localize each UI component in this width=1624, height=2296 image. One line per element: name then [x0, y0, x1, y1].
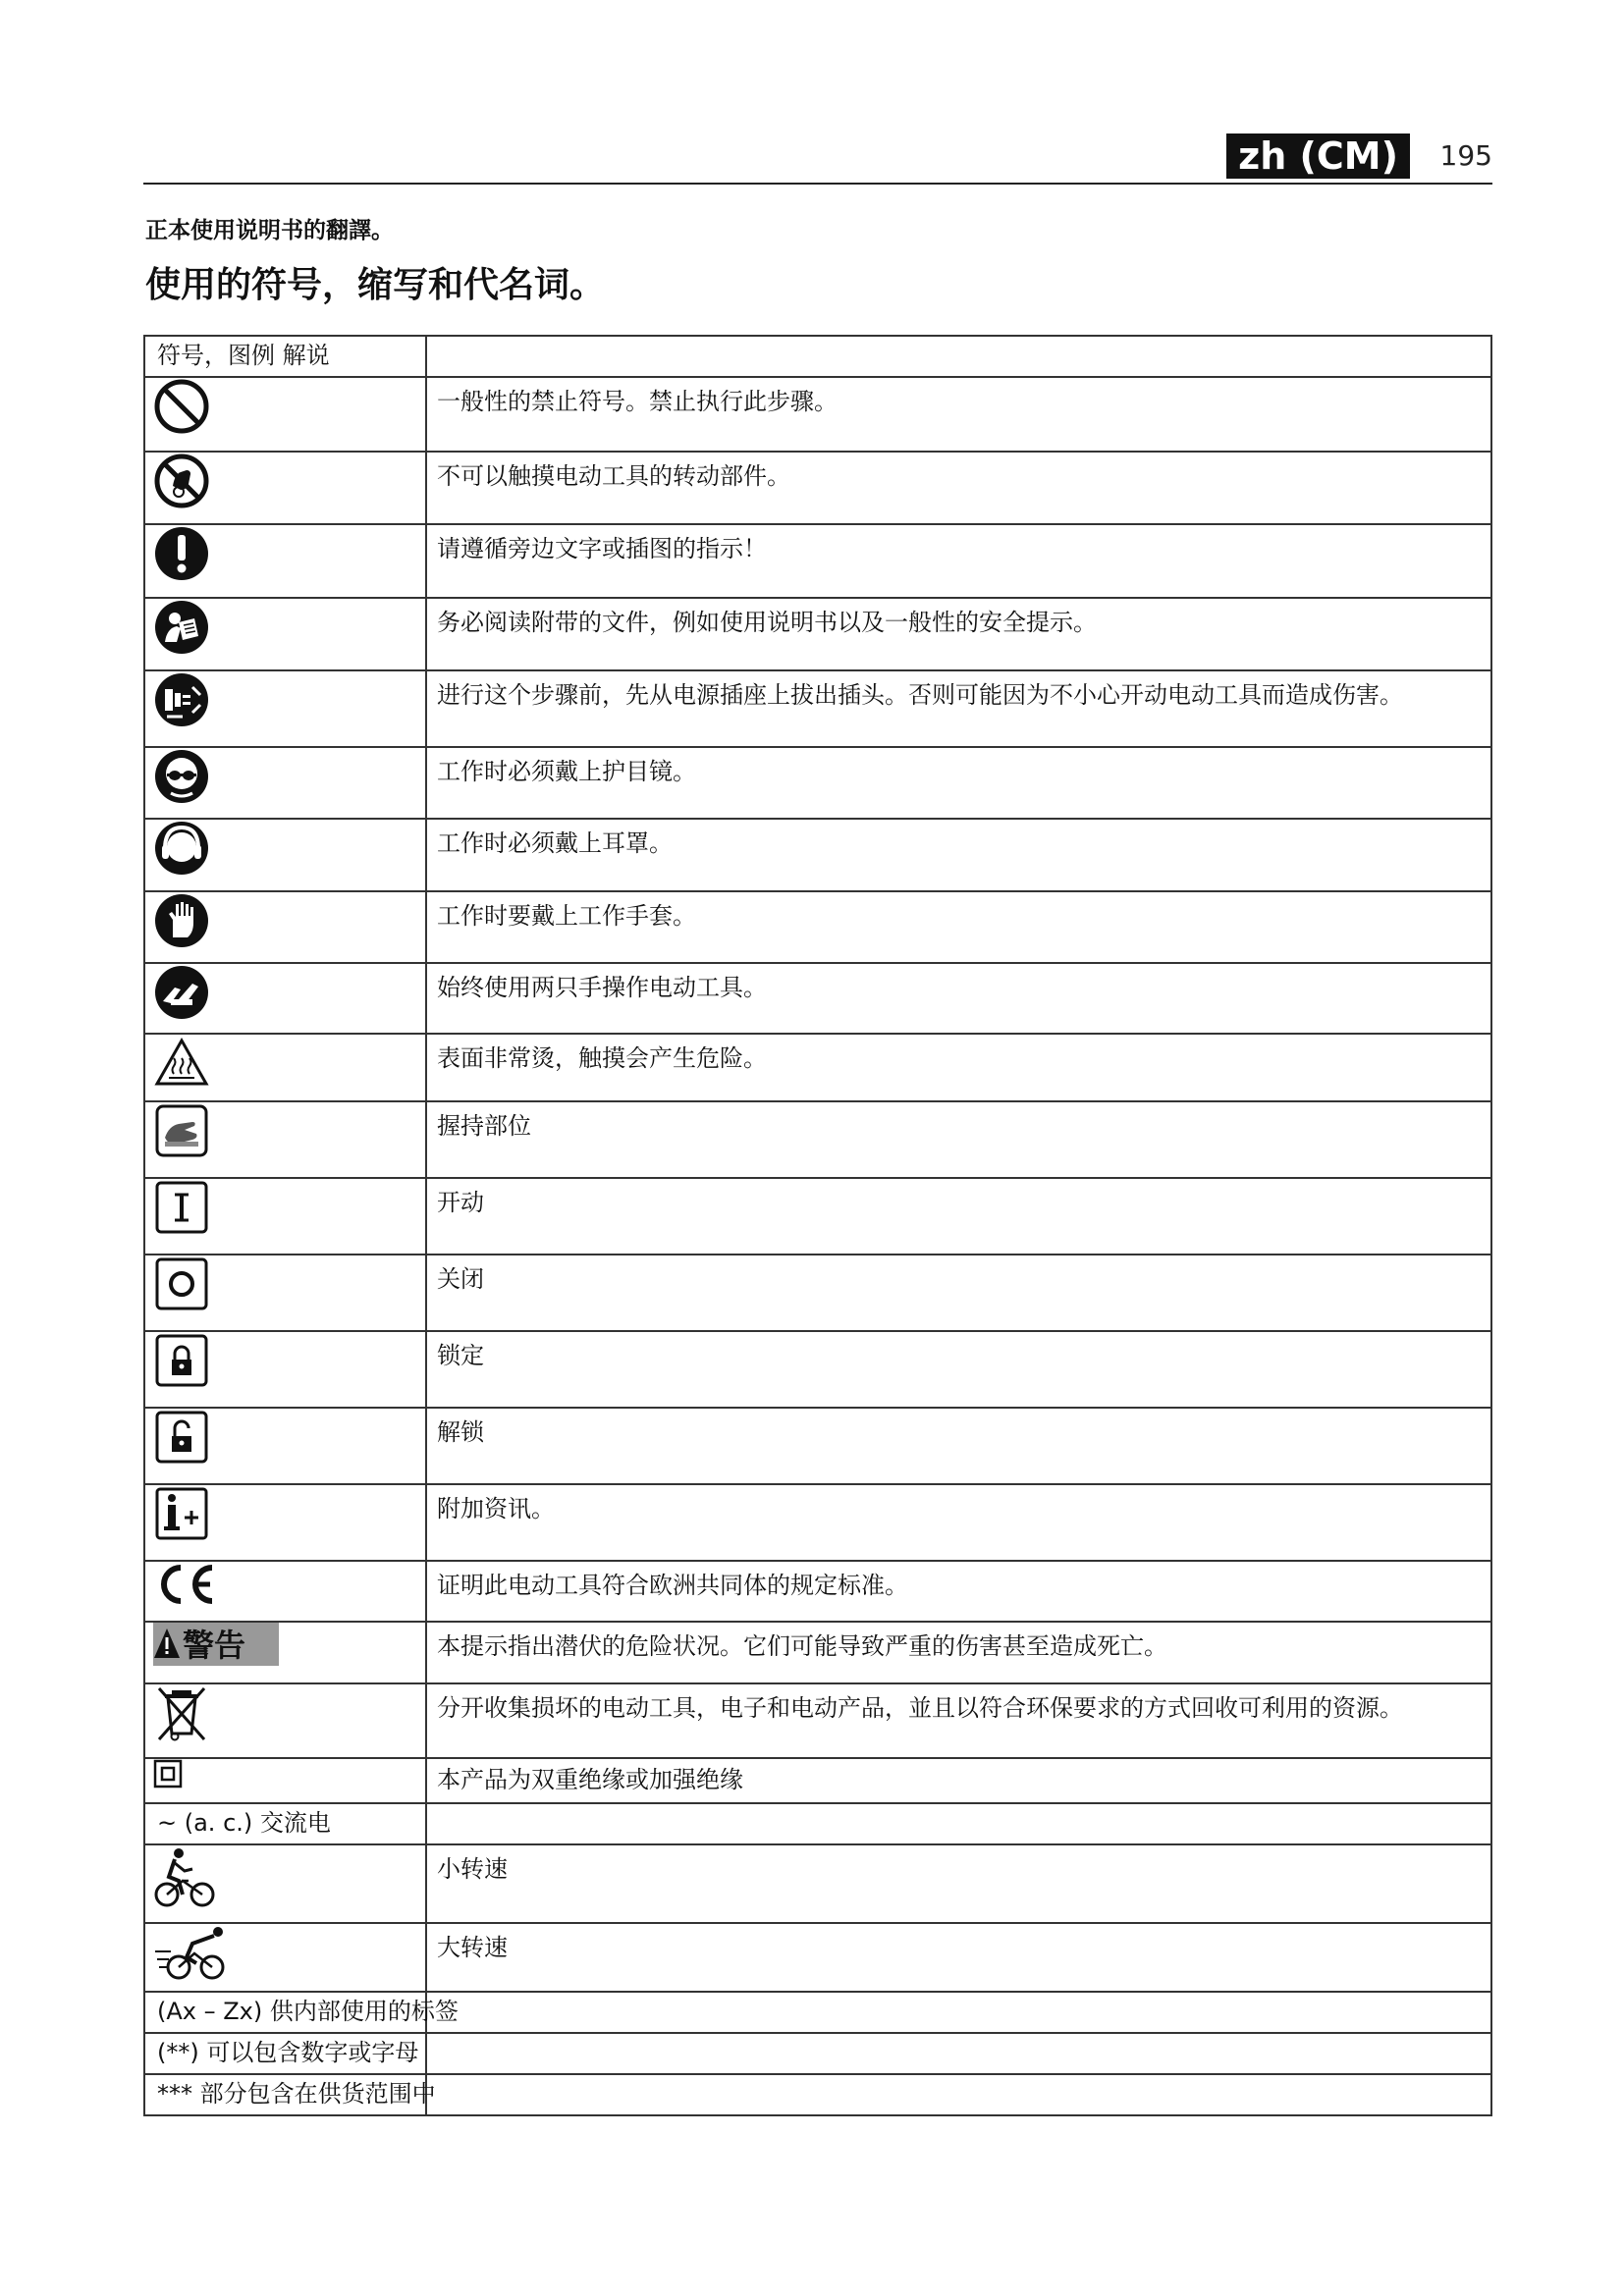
row-description: 大转速	[426, 1923, 1491, 1992]
table-row	[144, 377, 1491, 452]
table-row	[144, 1484, 1491, 1561]
row-description: 本提示指出潜伏的危险状况。它们可能导致严重的伤害甚至造成死亡。	[426, 1622, 1491, 1683]
high-speed-icon	[153, 1924, 232, 1981]
gloves-icon	[153, 892, 210, 949]
row-description: 解锁	[426, 1408, 1491, 1484]
translation-note: 正本使用说明书的翻譯。	[145, 218, 394, 243]
read-manual-icon	[153, 599, 210, 656]
weee-bin-icon	[153, 1684, 210, 1745]
row-description: 小转速	[426, 1844, 1491, 1923]
table-row	[144, 891, 1491, 963]
table-row	[144, 524, 1491, 598]
row-description: 关闭	[426, 1255, 1491, 1331]
table-row	[144, 1255, 1491, 1331]
table-row	[144, 963, 1491, 1034]
page-number: 195	[1439, 139, 1492, 172]
symbols-table	[143, 335, 1492, 2116]
row-description: 务必阅读附带的文件，例如使用说明书以及一般性的安全提示。	[426, 598, 1491, 670]
table-row	[144, 1622, 1491, 1683]
goggles-icon	[153, 748, 210, 805]
row-description: 表面非常烫，触摸会产生危险。	[426, 1034, 1491, 1101]
row-description: 握持部位	[426, 1101, 1491, 1178]
row-full-text: (Ax – Zx) 供内部使用的标签	[144, 1992, 426, 2033]
row-description: 工作时要戴上工作手套。	[426, 891, 1491, 963]
table-row	[144, 1992, 1491, 2033]
table-row	[144, 1683, 1491, 1758]
row-full-text: ~ (a. c.) 交流电	[144, 1803, 426, 1844]
row-description: 不可以触摸电动工具的转动部件。	[426, 452, 1491, 524]
hot-surface-icon	[153, 1035, 210, 1092]
no-touch-rotating-parts-icon	[153, 453, 210, 509]
table-row	[144, 2033, 1491, 2074]
row-description: 证明此电动工具符合欧洲共同体的规定标准。	[426, 1561, 1491, 1622]
exclamation-icon	[153, 525, 210, 582]
table-row	[144, 1923, 1491, 1992]
table-row	[144, 819, 1491, 891]
row-description: 开动	[426, 1178, 1491, 1255]
row-description: 分开收集损坏的电动工具，电子和电动产品，並且以符合环保要求的方式回收可利用的资源。	[426, 1683, 1491, 1758]
table-row	[144, 1844, 1491, 1923]
switch-off-icon	[153, 1255, 210, 1312]
table-row	[144, 670, 1491, 747]
warning-label-icon	[153, 1623, 279, 1666]
table-header-row	[144, 336, 1491, 377]
table-row	[144, 1178, 1491, 1255]
row-description: 进行这个步骤前，先从电源插座上拔出插头。否则可能因为不小心开动电动工具而造成伤害。	[426, 670, 1491, 747]
ce-mark-icon	[153, 1562, 216, 1607]
unlock-icon	[153, 1409, 210, 1466]
page-header	[143, 133, 1492, 185]
table-row	[144, 2074, 1491, 2115]
table-row	[144, 452, 1491, 524]
warning-label-text: 警告	[183, 1627, 246, 1664]
prohibition-icon	[153, 378, 210, 435]
low-speed-icon	[153, 1845, 218, 1908]
table-row	[144, 1561, 1491, 1622]
table-header-empty-cell	[426, 336, 1491, 377]
language-badge: zh (CM)	[1226, 133, 1410, 179]
double-insulation-icon	[153, 1759, 183, 1789]
row-description: 请遵循旁边文字或插图的指示！	[426, 524, 1491, 598]
table-row	[144, 747, 1491, 819]
row-full-text: *** 部分包含在供货范围中	[144, 2074, 426, 2115]
table-row	[144, 598, 1491, 670]
section-title: 使用的符号，缩写和代名词。	[145, 265, 606, 305]
row-full-text: (**) 可以包含数字或字母	[144, 2033, 426, 2074]
table-row	[144, 1758, 1491, 1803]
table-row	[144, 1331, 1491, 1408]
table-row	[144, 1034, 1491, 1101]
grip-area-icon	[153, 1102, 210, 1159]
row-description: 工作时必须戴上耳罩。	[426, 819, 1491, 891]
row-description: 一般性的禁止符号。禁止执行此步骤。	[426, 377, 1491, 452]
unplug-icon	[153, 671, 210, 728]
table-row	[144, 1803, 1491, 1844]
ear-protection-icon	[153, 820, 210, 877]
switch-on-icon	[153, 1179, 210, 1236]
row-description: 本产品为双重绝缘或加强绝缘	[426, 1758, 1491, 1803]
table-row	[144, 1408, 1491, 1484]
table-header-cell: 符号，图例 解说	[144, 336, 426, 377]
lock-icon	[153, 1332, 210, 1389]
info-icon	[153, 1485, 210, 1542]
row-description: 始终使用两只手操作电动工具。	[426, 963, 1491, 1034]
row-description: 锁定	[426, 1331, 1491, 1408]
row-description: 附加资讯。	[426, 1484, 1491, 1561]
two-hands-icon	[153, 964, 210, 1021]
table-row	[144, 1101, 1491, 1178]
row-description: 工作时必须戴上护目镜。	[426, 747, 1491, 819]
